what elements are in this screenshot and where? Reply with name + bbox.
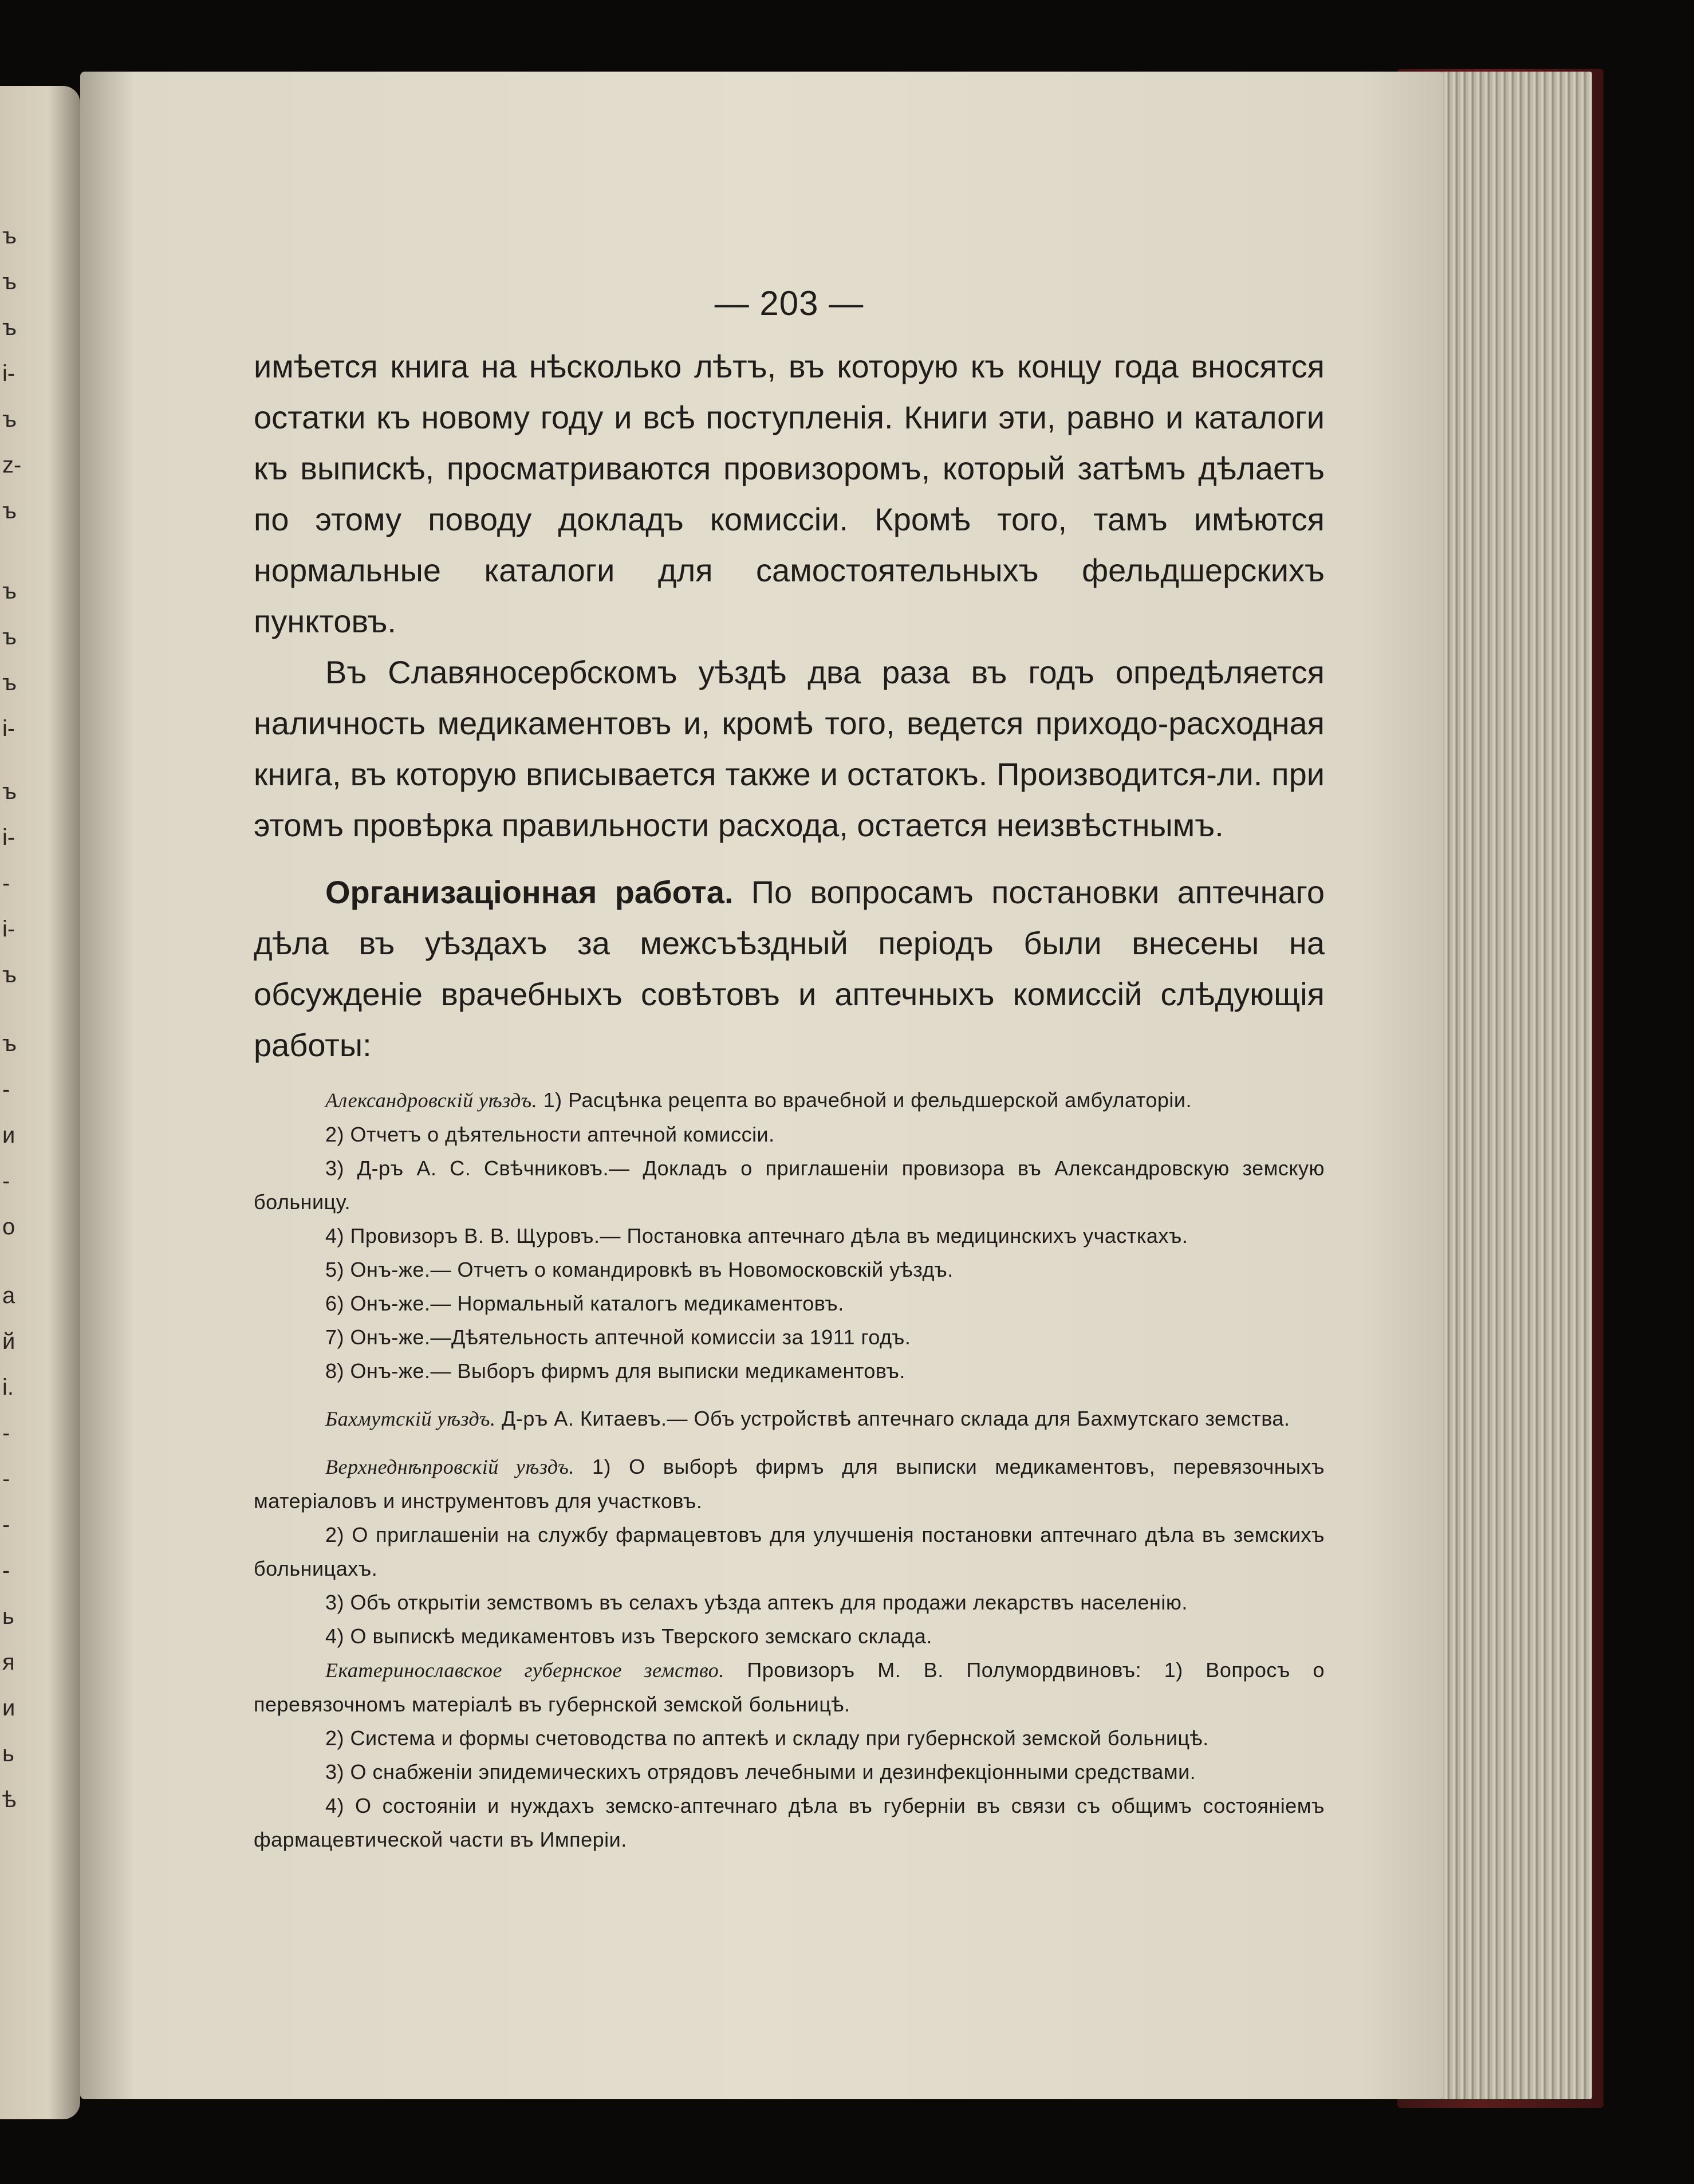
uezd-name: Екатеринославское губернское земство. (325, 1659, 724, 1682)
item-text: 7) Онъ-же.—Дѣятельность аптечной комиссіи за 1911 годъ. (325, 1325, 911, 1349)
left-page-letter: ъ (2, 579, 17, 604)
item-text: 8) Онъ-же.— Выборъ фирмъ для выписки медикаментовъ. (325, 1359, 905, 1383)
list-item (254, 1151, 1325, 1219)
left-page-letter: о (2, 1214, 15, 1239)
list-item (254, 1354, 1325, 1388)
list-item (254, 1755, 1325, 1789)
item-text: 3) О снабженіи эпидемическихъ отрядовъ лечебными и дезинфекціонными средствами. (325, 1760, 1196, 1784)
left-page-letter: - (2, 1168, 10, 1194)
paragraph-1: имѣется книга на нѣсколько лѣтъ, въ которую къ концу года вносятся остатки къ новому году и всѣ поступленія. Книги эти, равно и каталоги къ выпискѣ, просматриваются провизоромъ, который затѣмъ дѣлаетъ по этому поводу докладъ комиссіи. Кромѣ того, тамъ имѣются нормальные каталоги для самостоятельныхъ фельдшерскихъ пунктовъ. (254, 348, 1325, 639)
item-text: Провизоръ М. В. Полумордвиновъ: 1) Вопросъ о перевязочномъ матеріалѣ въ губернской земской больницѣ. (254, 1658, 1325, 1716)
paragraph-2: Въ Славяносербскомъ уѣздѣ два раза въ годъ опредѣляется наличность медикаментовъ и, кромѣ того, ведется приходо-расходная книга, въ которую вписывается также и остатокъ. Производится-ли. при этомъ провѣрка правильности расхода, остается неизвѣстнымъ. (254, 654, 1325, 843)
list-item (254, 1219, 1325, 1253)
list-item (254, 1721, 1325, 1755)
left-page-letter: і- (2, 916, 15, 942)
item-text: 1) О выборѣ фирмъ для выписки медикаментовъ, перевязочныхъ матеріаловъ и инструментовъ для участковъ. (254, 1455, 1325, 1513)
item-text: 4) О выпискѣ медикаментовъ изъ Тверского земскаго склада. (325, 1624, 932, 1648)
left-page-letter: ѣ (2, 1787, 17, 1812)
page-number: — 203 — (714, 284, 864, 322)
left-page-letter: - (2, 1512, 10, 1537)
item-text: 1) Расцѣнка рецепта во врачебной и фельдшерской амбулаторіи. (537, 1088, 1192, 1112)
org-text: По вопросамъ постановки аптечнаго дѣла въ уѣздахъ за межсъѣздный періодъ были внесены на обсужденіе врачебныхъ совѣтовъ и аптечныхъ комиссій слѣдующія работы: (254, 874, 1325, 1063)
left-page-letter: ъ (2, 315, 17, 340)
works-list (254, 1083, 1325, 1856)
list-item (254, 1253, 1325, 1286)
left-page-letter: - (2, 871, 10, 896)
left-page-letter: - (2, 1077, 10, 1102)
uezd-name: Александровскій уѣздъ. (325, 1089, 538, 1112)
left-page-letter: - (2, 1420, 10, 1446)
list-item (254, 1585, 1325, 1619)
left-facing-page (0, 86, 80, 2119)
list-item (254, 1286, 1325, 1320)
left-page-letter: ъ (2, 624, 17, 650)
left-page-letter: и (2, 1695, 15, 1721)
list-item (254, 1789, 1325, 1856)
left-page-letter: я (2, 1650, 15, 1675)
left-page-letter: ъ (2, 1031, 17, 1056)
uezd-name: Верхнеднѣпровскій уѣздъ. (325, 1455, 574, 1478)
uezd-name: Бахмутскій уѣздъ. (325, 1407, 496, 1430)
left-page-letter: ъ (2, 269, 17, 294)
item-text: Д-ръ А. Китаевъ.— Объ устройствѣ аптечнаго склада для Бахмутскаго земства. (495, 1407, 1290, 1430)
list-item (254, 1518, 1325, 1585)
item-text: 2) Система и формы счетоводства по аптекѣ и складу при губернской земской больницѣ. (325, 1726, 1209, 1750)
item-text: 2) Отчетъ о дѣятельности аптечной комиссіи. (325, 1123, 775, 1146)
item-text: 2) О приглашеніи на службу фармацевтовъ для улучшенія постановки аптечнаго дѣла въ земскихъ больницахъ. (254, 1523, 1325, 1580)
item-text: 6) Онъ-же.— Нормальный каталогъ медикаментовъ. (325, 1292, 844, 1315)
item-text: 4) О состояніи и нуждахъ земско-аптечнаго дѣла въ губерніи въ связи съ общимъ состояніемъ фармацевтической части въ Имперіи. (254, 1794, 1325, 1851)
left-page-letter: ъ (2, 223, 17, 249)
left-page-letter: ь (2, 1741, 14, 1766)
left-page-letter: ъ (2, 779, 17, 804)
list-item (254, 1653, 1325, 1721)
left-page-letter: - (2, 1466, 10, 1492)
left-page-letter: і- (2, 825, 15, 850)
left-page-letter: ъ (2, 670, 17, 695)
left-page-letter: и (2, 1123, 15, 1148)
left-page-letter: ъ (2, 407, 17, 432)
list-item (254, 1083, 1325, 1117)
item-text: 4) Провизоръ В. В. Щуровъ.— Постановка аптечнаго дѣла въ медицинскихъ участкахъ. (325, 1224, 1188, 1248)
org-heading: Организаціонная работа. (325, 874, 734, 910)
left-page-letter: і- (2, 361, 15, 386)
list-item (254, 1402, 1325, 1436)
left-page-letter: ъ (2, 498, 17, 524)
item-text: 3) Объ открытіи земствомъ въ селахъ уѣзда аптекъ для продажи лекарствъ населенію. (325, 1591, 1188, 1614)
list-item (254, 1117, 1325, 1151)
org-paragraph (254, 867, 1325, 1071)
book-page (80, 72, 1443, 2099)
left-page-letter: й (2, 1329, 15, 1354)
left-page-letter: і- (2, 716, 15, 741)
list-item (254, 1619, 1325, 1653)
item-text: 5) Онъ-же.— Отчетъ о командировкѣ въ Новомосковскій уѣздъ. (325, 1258, 954, 1281)
list-item (254, 1320, 1325, 1354)
left-page-letter: ь (2, 1604, 14, 1629)
list-item (254, 1450, 1325, 1518)
page-content (254, 284, 1325, 1856)
left-page-letter: - (2, 1558, 10, 1583)
left-page-letter: z- (2, 452, 22, 478)
left-page-letter: і. (2, 1375, 14, 1400)
left-page-letter: а (2, 1283, 15, 1308)
item-text: 3) Д-ръ А. С. Свѣчниковъ.— Докладъ о приглашеніи провизора въ Александровскую земскую больницу. (254, 1156, 1325, 1214)
left-page-letter: ъ (2, 962, 17, 987)
